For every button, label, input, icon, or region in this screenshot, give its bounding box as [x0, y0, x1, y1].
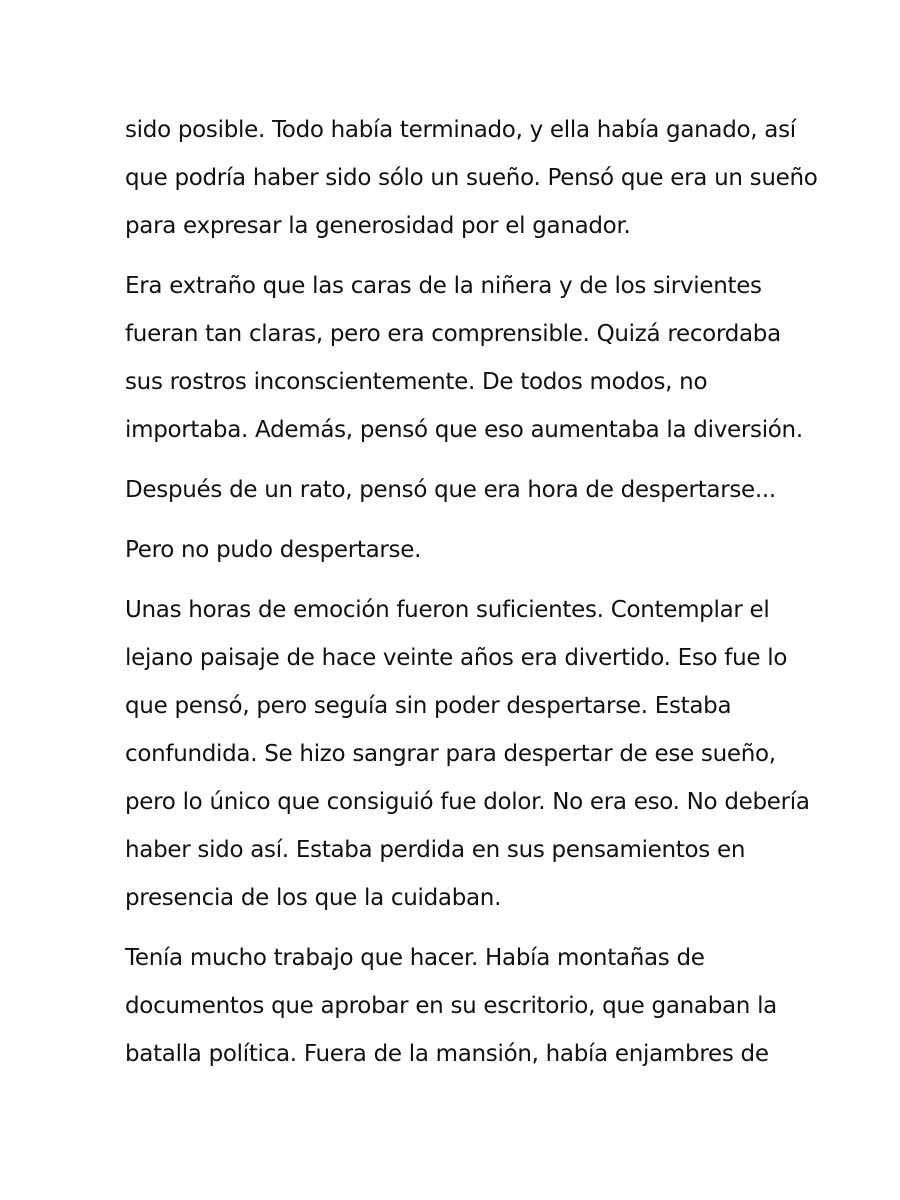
document-page: [125, 106, 818, 1090]
text-line: que pensó, pero seguía sin poder despertarse. Estaba: [125, 693, 732, 719]
text-line: importaba. Además, pensó que eso aumentaba la diversión.: [125, 417, 803, 443]
text-line: sus rostros inconscientemente. De todos modos, no: [125, 369, 708, 395]
text-line: pero lo único que consiguió fue dolor. No era eso. No debería: [125, 789, 810, 815]
text-line: haber sido así. Estaba perdida en sus pensamientos en: [125, 837, 746, 863]
text-line: fueran tan claras, pero era comprensible. Quizá recordaba: [125, 321, 781, 347]
paragraph-3: [125, 466, 785, 514]
text-line: que podría haber sido sólo un sueño. Pensó que era un sueño: [125, 165, 818, 191]
text-line: batalla política. Fuera de la mansión, había enjambres de: [125, 1041, 769, 1067]
text-line: documentos que aprobar en su escritorio, que ganaban la: [125, 993, 777, 1019]
text-line: Pero no pudo despertarse.: [125, 537, 422, 563]
text-line: Era extraño que las caras de la niñera y de los sirvientes: [125, 273, 762, 299]
text-line: sido posible. Todo había terminado, y ella había ganado, así: [125, 117, 796, 143]
paragraph-6: [125, 934, 785, 1078]
text-line: Unas horas de emoción fueron suficientes. Contemplar el: [125, 597, 770, 623]
text-line: confundida. Se hizo sangrar para despertar de ese sueño,: [125, 741, 776, 767]
text-line: para expresar la generosidad por el ganador.: [125, 213, 631, 239]
text-line: Después de un rato, pensó que era hora de despertarse...: [125, 477, 776, 503]
paragraph-5: [125, 586, 810, 922]
text-line: Tenía mucho trabajo que hacer. Había montañas de: [125, 945, 705, 971]
text-line: presencia de los que la cuidaban.: [125, 885, 502, 911]
paragraph-4: [125, 526, 785, 574]
paragraph-1: [125, 106, 818, 250]
text-line: lejano paisaje de hace veinte años era divertido. Eso fue lo: [125, 645, 788, 671]
paragraph-2: [125, 262, 803, 454]
